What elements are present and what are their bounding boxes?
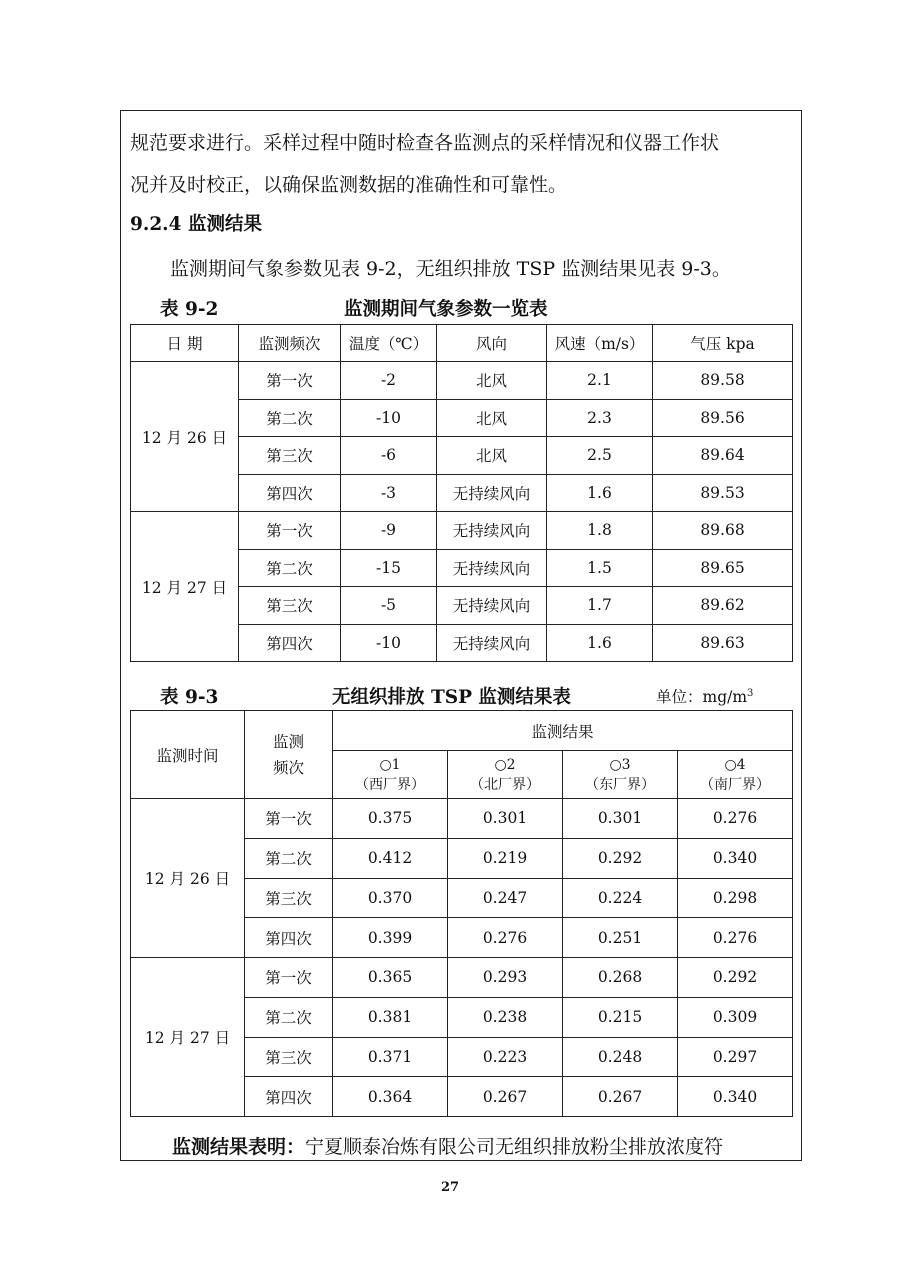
table-cell: 2.5 <box>547 437 653 475</box>
table-cell: 0.309 <box>678 997 793 1037</box>
point-location: （南厂界） <box>700 776 770 793</box>
table-cell: -9 <box>341 512 437 550</box>
monitoring-point-header <box>333 751 448 799</box>
table-cell: 无持续风向 <box>437 474 547 512</box>
table-cell: 0.251 <box>563 918 678 958</box>
table-cell: 第三次 <box>245 1037 333 1077</box>
table-cell: 0.297 <box>678 1037 793 1077</box>
table-cell: 0.247 <box>448 878 563 918</box>
table-cell: 第一次 <box>245 799 333 839</box>
table-cell: 无持续风向 <box>437 549 547 587</box>
table-row <box>131 958 793 998</box>
table-9-2-number: 表 9-2 <box>160 299 219 320</box>
table-cell: 第四次 <box>245 918 333 958</box>
point-location: （东厂界） <box>585 776 655 793</box>
column-header: 监测频次 <box>239 325 341 362</box>
monitoring-time-header: 监测时间 <box>131 711 245 799</box>
date-cell: 12 月 27 日 <box>131 958 245 1117</box>
point-id: ○3 <box>609 756 631 773</box>
tsp-results-table <box>130 710 793 1117</box>
table-9-3-title: 无组织排放 TSP 监测结果表 <box>332 687 571 708</box>
table-cell: 0.292 <box>678 958 793 998</box>
table-cell: 2.1 <box>547 362 653 400</box>
table-cell: 0.292 <box>563 838 678 878</box>
table-cell: 0.276 <box>678 799 793 839</box>
table-cell: 0.267 <box>563 1077 678 1117</box>
table-cell: -10 <box>341 399 437 437</box>
table-cell: 1.6 <box>547 624 653 662</box>
table-cell: 第二次 <box>245 838 333 878</box>
table-cell: 0.365 <box>333 958 448 998</box>
table-cell: 第一次 <box>245 958 333 998</box>
table-row <box>131 799 793 839</box>
table-cell: 0.370 <box>333 878 448 918</box>
table-cell: -15 <box>341 549 437 587</box>
table-cell: 0.238 <box>448 997 563 1037</box>
paragraph-line-1: 规范要求进行。采样过程中随时检查各监测点的采样情况和仪器工作状 <box>130 132 720 154</box>
date-cell: 12 月 27 日 <box>131 512 239 662</box>
page-number: 27 <box>440 1180 460 1195</box>
table-cell: 0.298 <box>678 878 793 918</box>
table-cell: 0.412 <box>333 838 448 878</box>
table-cell: 0.268 <box>563 958 678 998</box>
table-cell: 第二次 <box>239 399 341 437</box>
table-cell: 2.3 <box>547 399 653 437</box>
table-cell: 第二次 <box>245 997 333 1037</box>
table-header-row <box>131 325 793 362</box>
paragraph-line-2: 况并及时校正，以确保监测数据的准确性和可靠性。 <box>130 174 568 196</box>
table-cell: 0.340 <box>678 838 793 878</box>
table-cell: 0.223 <box>448 1037 563 1077</box>
table-cell: 0.267 <box>448 1077 563 1117</box>
table-cell: 第一次 <box>239 512 341 550</box>
conclusion-text: 宁夏顺泰冶炼有限公司无组织排放粉尘排放浓度符 <box>305 1136 724 1158</box>
frequency-header: 监测 频次 <box>245 711 333 799</box>
date-cell: 12 月 26 日 <box>131 362 239 512</box>
column-header: 风向 <box>437 325 547 362</box>
table-cell: 第四次 <box>239 624 341 662</box>
table-cell: 89.62 <box>653 587 793 625</box>
monitoring-point-header <box>678 751 793 799</box>
intro-paragraph: 监测期间气象参数见表 9-2，无组织排放 TSP 监测结果见表 9-3。 <box>170 258 731 280</box>
table-cell: 第三次 <box>239 437 341 475</box>
table-cell: 0.276 <box>678 918 793 958</box>
table-cell: 0.364 <box>333 1077 448 1117</box>
table-cell: 无持续风向 <box>437 512 547 550</box>
table-cell: -2 <box>341 362 437 400</box>
table-cell: 0.301 <box>563 799 678 839</box>
table-cell: 无持续风向 <box>437 624 547 662</box>
table-cell: 第三次 <box>239 587 341 625</box>
table-cell: 无持续风向 <box>437 587 547 625</box>
point-location: （北厂界） <box>470 776 540 793</box>
table-cell: 0.371 <box>333 1037 448 1077</box>
conclusion-line <box>172 1132 723 1159</box>
table-cell: 1.6 <box>547 474 653 512</box>
table-cell: 89.63 <box>653 624 793 662</box>
column-header: 风速（m/s） <box>547 325 653 362</box>
table-cell: 0.219 <box>448 838 563 878</box>
table-cell: 1.7 <box>547 587 653 625</box>
table-cell: 89.64 <box>653 437 793 475</box>
table-cell: 北风 <box>437 362 547 400</box>
table-row <box>131 362 793 400</box>
table-9-3-number: 表 9-3 <box>160 687 219 708</box>
table-9-2-title: 监测期间气象参数一览表 <box>344 299 548 320</box>
table-cell: 第四次 <box>245 1077 333 1117</box>
table-cell: 0.276 <box>448 918 563 958</box>
table-cell: 89.68 <box>653 512 793 550</box>
unit-label: 单位：$mg/m^3$ <box>656 687 754 706</box>
point-location: （西厂界） <box>355 776 425 793</box>
table-cell: 第三次 <box>245 878 333 918</box>
table-cell: -6 <box>341 437 437 475</box>
table-cell: 89.56 <box>653 399 793 437</box>
point-id: ○1 <box>379 756 401 773</box>
table-cell: -10 <box>341 624 437 662</box>
table-cell: 第四次 <box>239 474 341 512</box>
table-cell: 89.58 <box>653 362 793 400</box>
column-header: 温度（℃） <box>341 325 437 362</box>
table-cell: 0.293 <box>448 958 563 998</box>
conclusion-label: 监测结果表明： <box>172 1136 306 1158</box>
results-header: 监测结果 <box>333 711 793 751</box>
column-header: 日 期 <box>131 325 239 362</box>
date-cell: 12 月 26 日 <box>131 799 245 958</box>
table-cell: 北风 <box>437 437 547 475</box>
table-cell: 0.340 <box>678 1077 793 1117</box>
table-cell: 0.381 <box>333 997 448 1037</box>
point-id: ○4 <box>724 756 746 773</box>
table-cell: 89.65 <box>653 549 793 587</box>
table-cell: -3 <box>341 474 437 512</box>
table-cell: 0.215 <box>563 997 678 1037</box>
table-header-row <box>131 711 793 751</box>
table-cell: 0.248 <box>563 1037 678 1077</box>
table-cell: 第二次 <box>239 549 341 587</box>
table-cell: 1.8 <box>547 512 653 550</box>
table-cell: 0.399 <box>333 918 448 958</box>
table-cell: 1.5 <box>547 549 653 587</box>
table-row <box>131 512 793 550</box>
weather-parameters-table <box>130 324 793 662</box>
table-cell: 0.301 <box>448 799 563 839</box>
table-cell: -5 <box>341 587 437 625</box>
table-cell: 89.53 <box>653 474 793 512</box>
table-cell: 0.224 <box>563 878 678 918</box>
monitoring-point-header <box>448 751 563 799</box>
section-heading: 9.2.4 监测结果 <box>130 214 262 235</box>
point-id: ○2 <box>494 756 516 773</box>
table-cell: 第一次 <box>239 362 341 400</box>
monitoring-point-header <box>563 751 678 799</box>
column-header: 气压 kpa <box>653 325 793 362</box>
table-cell: 北风 <box>437 399 547 437</box>
table-cell: 0.375 <box>333 799 448 839</box>
